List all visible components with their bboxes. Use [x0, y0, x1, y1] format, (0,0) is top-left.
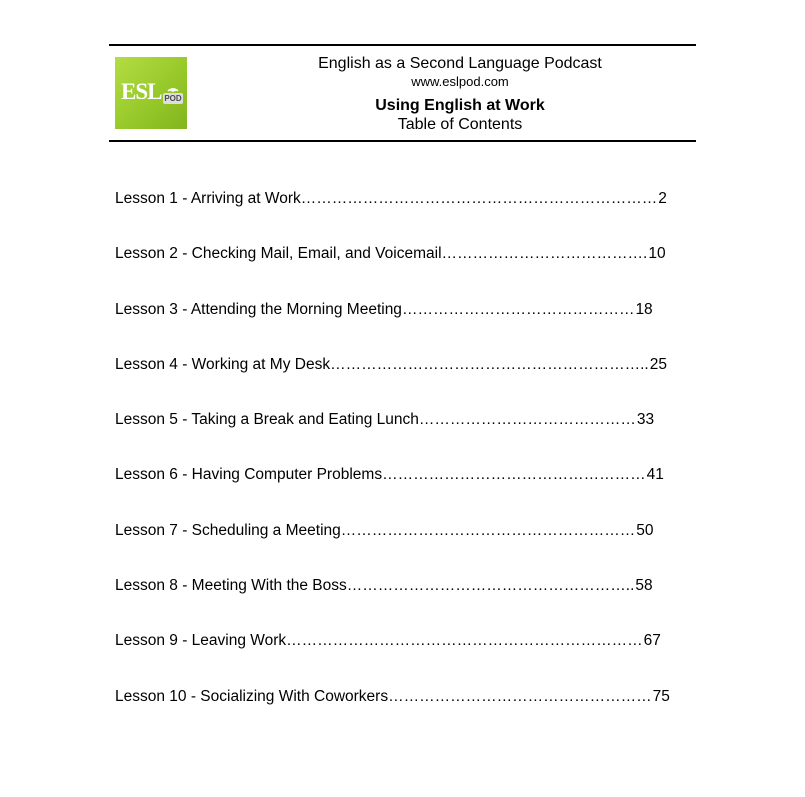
toc-entry[interactable]: [115, 465, 715, 485]
toc-entry[interactable]: [115, 631, 715, 651]
toc-entry-page: 67: [643, 632, 661, 649]
toc-entry-leader: ……………………………………………: [382, 466, 646, 483]
site-name: English as a Second Language Podcast: [318, 55, 602, 72]
toc-entry-label: Lesson 4 - Working at My Desk: [115, 356, 331, 373]
toc-entry[interactable]: [115, 355, 715, 375]
toc-entry-label: Lesson 1 - Arriving at Work: [115, 190, 301, 207]
toc-entry-label: Lesson 5 - Taking a Break and Eating Lunch: [115, 411, 419, 428]
toc-entry[interactable]: [115, 521, 715, 541]
toc-entry-label: Lesson 3 - Attending the Morning Meeting: [115, 301, 402, 318]
site-url[interactable]: www.eslpod.com: [411, 74, 509, 89]
eslpod-logo: [115, 57, 187, 129]
toc-entry-leader: ………………………………………………..: [346, 577, 635, 594]
logo-text: ESL: [121, 79, 162, 104]
logo-pod-badge: POD: [164, 94, 182, 103]
toc-entry-label: Lesson 2 - Checking Mail, Email, and Voicemail: [115, 245, 442, 262]
toc-entry-leader: ……………………………………………………..: [330, 356, 649, 373]
toc-entry-label: Lesson 6 - Having Computer Problems: [115, 466, 383, 483]
toc-entry-leader: …………………………………………………: [340, 522, 636, 539]
toc-entry-leader: ………………………………………: [401, 301, 635, 318]
toc-entry-page: 10: [648, 245, 666, 262]
toc-entry-page: 58: [635, 577, 653, 594]
document-subtitle: Table of Contents: [397, 116, 523, 133]
toc-entry-leader: ……………………………………: [418, 411, 636, 428]
toc-entry-page: 50: [636, 522, 654, 539]
toc-entry[interactable]: [115, 300, 715, 320]
toc-entry-label: Lesson 7 - Scheduling a Meeting: [115, 522, 341, 539]
toc-entry[interactable]: [115, 576, 715, 596]
document-title: Using English at Work: [375, 97, 545, 114]
toc-entry-page: 18: [635, 301, 653, 318]
toc-entry-page: 75: [652, 688, 670, 705]
toc-entry-label: Lesson 8 - Meeting With the Boss: [115, 577, 347, 594]
toc-entry-label: Lesson 10 - Socializing With Coworkers: [115, 688, 389, 705]
toc-entry-leader: ……………………………………………: [388, 688, 652, 705]
toc-entry-page: 33: [636, 411, 655, 428]
toc-entry[interactable]: [115, 687, 715, 707]
toc-entry-page: 41: [646, 466, 664, 483]
toc-entry[interactable]: [115, 410, 715, 430]
toc-entry-page: 2: [658, 190, 667, 207]
toc-entry[interactable]: [115, 189, 715, 209]
toc-entry-label: Lesson 9 - Leaving Work: [115, 632, 287, 649]
toc-entry-leader: ………………………………….: [441, 245, 648, 262]
toc-entry-leader: ……………………………………………………………: [286, 632, 643, 649]
header-bottom-rule: [109, 140, 696, 142]
toc-entry-leader: ……………………………………………………………: [300, 190, 658, 207]
broadcast-waves-icon: [165, 80, 181, 92]
toc-entry[interactable]: [115, 244, 715, 264]
toc-entry-page: 25: [649, 356, 667, 373]
header-top-rule: [109, 44, 696, 46]
